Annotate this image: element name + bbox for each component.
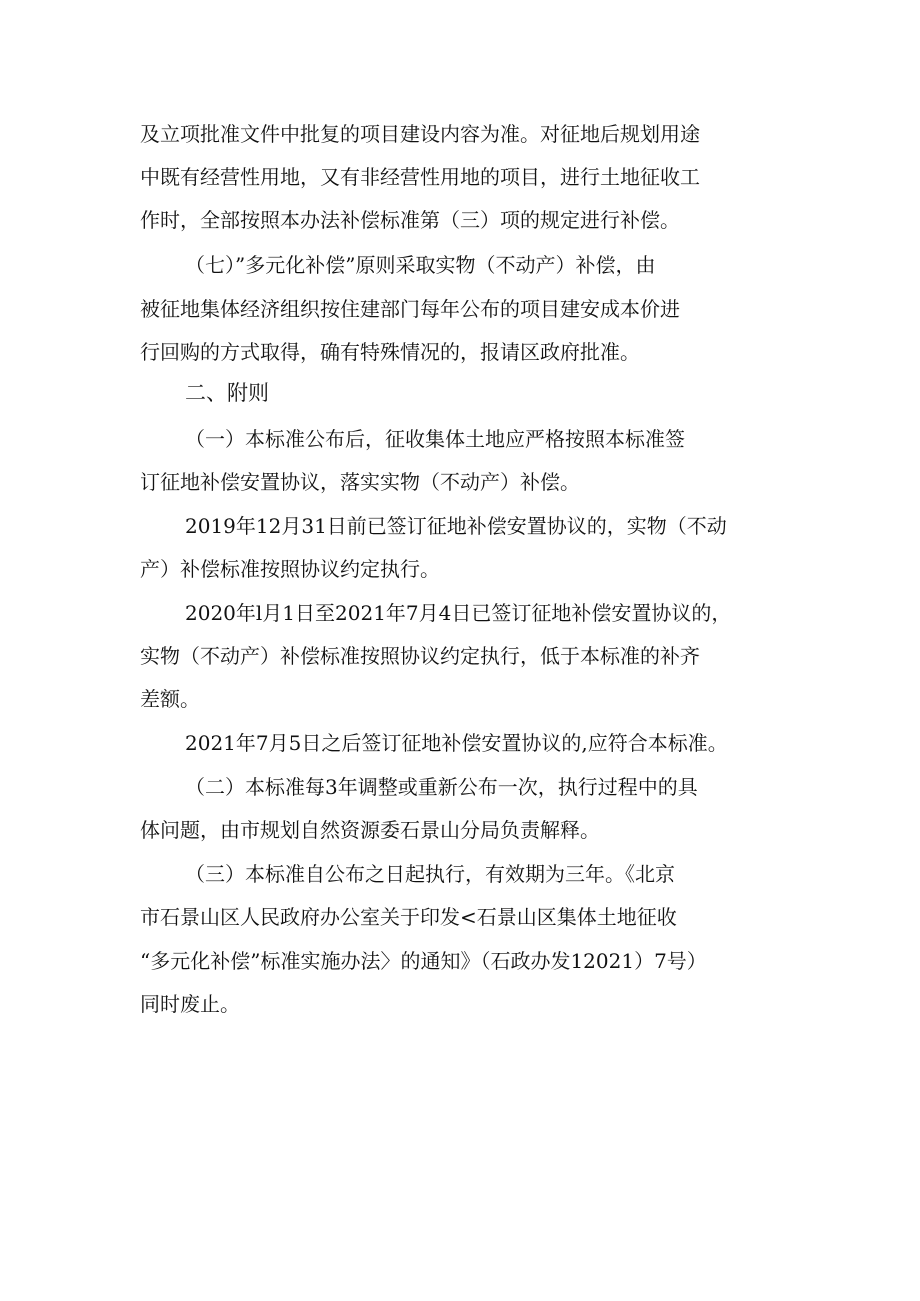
paragraph-line: 差额。 (140, 687, 200, 711)
paragraph-line: （一）本标准公布后，征收集体土地应严格按照本标准签 (185, 427, 685, 451)
paragraph-line: （三）本标准自公布之日起执行，有效期为三年。《北京 (185, 862, 675, 886)
paragraph-line: 2020年l月1日至2021年7月4日已签订征地补偿安置协议的， (185, 601, 732, 625)
section-heading: 二、附则 (185, 381, 269, 405)
paragraph-line: 2019年12月31日前已签订征地补偿安置协议的，实物（不动 (185, 514, 727, 538)
paragraph-line: 2021年7月5日之后签订征地补偿安置协议的,应符合本标准。 (185, 731, 728, 755)
paragraph-line: 产）补偿标准按照协议约定执行。 (140, 557, 440, 581)
paragraph-line: 实物（不动产）补偿标准按照协议约定执行，低于本标准的补齐 (140, 644, 700, 668)
paragraph-line: 市石景山区人民政府办公室关于印发<石景山区集体土地征收 (140, 905, 677, 929)
paragraph-line: “多元化补偿”标准实施办法〉的通知》（石政办发12021）7号） (140, 949, 707, 973)
paragraph-line: 被征地集体经济组织按住建部门每年公布的项目建安成本价进 (140, 297, 680, 321)
paragraph-line: 及立项批准文件中批复的项目建设内容为准。对征地后规划用途 (140, 122, 700, 146)
paragraph-line: 订征地补偿安置协议，落实实物（不动产）补偿。 (140, 470, 580, 494)
paragraph-line: 中既有经营性用地，又有非经营性用地的项目，进行土地征收工 (140, 165, 700, 189)
paragraph-line: 体问题，由市规划自然资源委石景山分局负责解释。 (140, 818, 600, 842)
paragraph-line: 行回购的方式取得，确有特殊情况的，报请区政府批准。 (140, 340, 640, 364)
paragraph-line: 作时，全部按照本办法补偿标准第（三）项的规定进行补偿。 (140, 208, 680, 232)
paragraph-line: （二）本标准每3年调整或重新公布一次，执行过程中的具 (185, 775, 698, 799)
paragraph-line: （七）”多元化补偿”原则采取实物（不动产）补偿，由 (185, 253, 656, 277)
paragraph-line: 同时废止。 (140, 992, 240, 1016)
